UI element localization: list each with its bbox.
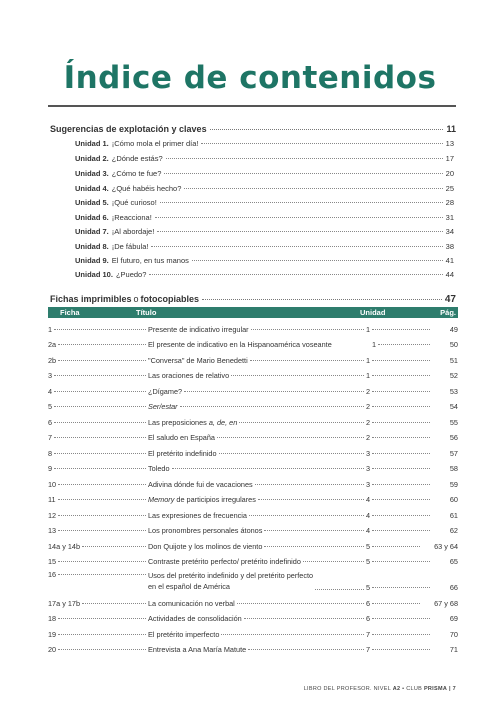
dot-leader [54, 329, 146, 330]
unit-title: ¡Qué curioso! [111, 198, 157, 207]
ficha-unit: 2 [366, 402, 371, 411]
ficha-id: 11 [48, 495, 56, 504]
ficha-unit: 3 [366, 464, 371, 473]
table-row[interactable] [48, 535, 458, 551]
ficha-unit: 2 [366, 433, 371, 442]
ficha-page: 59 [449, 479, 458, 489]
dot-leader [231, 375, 364, 376]
ficha-id: 7 [48, 433, 53, 442]
unit-title: ¿Qué habéis hecho? [111, 184, 182, 193]
ficha-page: 65 [449, 557, 458, 566]
dot-leader [372, 484, 430, 485]
ficha-page: 49 [449, 324, 458, 334]
table-row[interactable] [48, 380, 458, 396]
title-rule [48, 105, 456, 107]
table-row[interactable] [48, 551, 458, 567]
ficha-title-line1: Usos del pretérito indefinido y del pretérito perfecto [148, 571, 314, 580]
dot-leader [372, 546, 420, 547]
dot-leader [54, 391, 146, 392]
dot-leader [372, 530, 430, 531]
ficha-page: 57 [449, 448, 458, 458]
header-unidad: Unidad [360, 308, 386, 317]
table-row[interactable] [48, 639, 458, 655]
ficha-title: Toledo [148, 464, 170, 473]
ficha-id: 14a y 14b [48, 541, 81, 551]
ficha-title: El presente de indicativo en la Hispanoamérica voseante [148, 340, 332, 349]
unit-page: 13 [445, 139, 454, 148]
fichas-label-a: Fichas imprimibles [50, 294, 132, 304]
page-title: Índice de contenidos [63, 60, 437, 96]
unit-page: 41 [445, 256, 454, 265]
dot-leader [264, 530, 364, 531]
dot-leader [58, 515, 146, 516]
ficha-id: 12 [48, 510, 57, 520]
dot-leader [54, 375, 146, 376]
ficha-id: 20 [48, 645, 57, 654]
unit-number: Unidad 1. [75, 139, 109, 148]
ficha-title-b: a, de, en [208, 417, 238, 427]
footer-brand: PRISMA [423, 686, 448, 692]
ficha-unit: 5 [366, 557, 371, 566]
unit-page: 44 [445, 270, 454, 279]
ficha-title: ¿Dígame? [148, 386, 183, 396]
ficha-unit: 5 [366, 541, 371, 551]
ficha-page: 52 [449, 371, 458, 380]
footer-level: A2 [392, 686, 401, 692]
dot-leader [372, 375, 430, 376]
ficha-unit: 2 [366, 417, 371, 427]
unit-number: Unidad 4. [75, 184, 109, 193]
dot-leader [157, 231, 442, 232]
ficha-page: 70 [449, 629, 458, 639]
dot-leader [258, 499, 364, 500]
table-row[interactable] [48, 520, 458, 536]
table-row[interactable] [48, 365, 458, 381]
toc-unit-5[interactable] [75, 198, 454, 207]
toc-fichas-page: 47 [444, 294, 456, 305]
dot-leader [54, 422, 146, 423]
unit-page: 34 [445, 227, 454, 236]
ficha-title: Entrevista a Ana María Matute [148, 645, 247, 654]
ficha-title: El pretérito indefinido [148, 448, 217, 458]
table-row[interactable] [48, 334, 458, 350]
table-row[interactable] [48, 411, 458, 427]
table-header [48, 307, 458, 318]
ficha-title-a: Las preposiciones [148, 417, 209, 427]
dot-leader [372, 329, 430, 330]
unit-number: Unidad 7. [75, 227, 109, 236]
ficha-id: 1 [48, 324, 53, 334]
ficha-id: 4 [48, 386, 53, 396]
table-row[interactable] [48, 489, 458, 505]
ficha-unit: 6 [366, 614, 371, 623]
dot-leader [184, 391, 364, 392]
dot-leader [192, 260, 443, 261]
fichas-table [48, 307, 458, 654]
ficha-title: Presente de indicativo irregular [148, 324, 249, 334]
table-row[interactable] [48, 442, 458, 458]
ficha-id: 16 [48, 570, 57, 579]
table-row[interactable] [48, 318, 458, 334]
fichas-label-b: fotocopiables [140, 294, 200, 304]
table-row[interactable] [48, 473, 458, 489]
ficha-page: 60 [449, 495, 458, 504]
ficha-unit: 3 [366, 479, 371, 489]
dot-leader [166, 158, 443, 159]
ficha-title: Contraste pretérito perfecto/ pretérito indefinido [148, 557, 301, 566]
dot-leader [210, 129, 444, 130]
dot-leader [151, 246, 442, 247]
toc-unit-7[interactable] [75, 227, 454, 236]
dot-leader [58, 360, 146, 361]
ficha-unit: 4 [366, 510, 371, 520]
ficha-page: 55 [449, 417, 458, 427]
ficha-title-b: de participios irregulares [174, 495, 256, 504]
unit-title: ¡De fábula! [111, 242, 149, 251]
dot-leader [378, 344, 430, 345]
toc-sugerencias-heading[interactable] [50, 124, 456, 134]
footer-prefix: LIBRO DEL PROFESOR. NIVEL [303, 686, 391, 692]
toc-unit-2[interactable] [75, 154, 454, 163]
dot-leader [372, 453, 430, 454]
dot-leader [58, 484, 146, 485]
dot-leader [164, 173, 442, 174]
dot-leader [250, 360, 364, 361]
ficha-id: 18 [48, 614, 57, 623]
dot-leader [58, 344, 146, 345]
unit-number: Unidad 8. [75, 242, 109, 251]
ficha-title: El pretérito imperfecto [148, 629, 220, 639]
dot-leader [201, 143, 442, 144]
unit-title: ¡Al abordaje! [111, 227, 155, 236]
dot-leader [303, 561, 364, 562]
table-row[interactable] [48, 427, 458, 443]
table-row[interactable] [48, 458, 458, 474]
ficha-title: Don Quijote y los molinos de viento [148, 541, 263, 551]
unit-title: El futuro, en tus manos [111, 256, 189, 265]
ficha-page: 67 y 68 [434, 598, 458, 608]
ficha-id: 10 [48, 479, 57, 489]
table-row[interactable] [48, 504, 458, 520]
dot-leader [54, 453, 146, 454]
ficha-page: 69 [449, 614, 458, 623]
dot-leader [82, 546, 146, 547]
dot-leader [244, 618, 364, 619]
dot-leader [372, 649, 430, 650]
table-row[interactable] [48, 592, 458, 608]
ficha-unit: 7 [366, 629, 371, 639]
ficha-id: 5 [48, 402, 53, 411]
ficha-title: La comunicación no verbal [148, 598, 235, 608]
unit-number: Unidad 6. [75, 213, 109, 222]
dot-leader [372, 634, 430, 635]
dot-leader [58, 649, 146, 650]
table-row[interactable] [48, 396, 458, 412]
dot-leader [372, 437, 430, 438]
header-titulo: Título [136, 308, 157, 317]
table-row[interactable] [48, 608, 458, 624]
unit-title: ¿Puedo? [115, 270, 147, 279]
ficha-id: 2b [48, 355, 57, 365]
ficha-title: "Conversa" de Mario Benedetti [148, 355, 248, 365]
fichas-label-o: o [133, 294, 139, 304]
unit-title: ¡Cómo mola el primer día! [111, 139, 199, 148]
ficha-id: 17a y 17b [48, 598, 81, 608]
ficha-unit: 7 [366, 645, 371, 654]
ficha-unit: 3 [366, 448, 371, 458]
footer-page-number: | 7 [448, 686, 456, 692]
toc-unit-9[interactable] [75, 256, 454, 265]
dot-leader [58, 499, 146, 500]
toc-fichas-heading[interactable] [50, 294, 456, 305]
ficha-unit: 1 [366, 324, 371, 334]
ficha-page: 63 y 64 [434, 541, 458, 551]
ficha-page: 66 [449, 583, 458, 592]
dot-leader [202, 299, 442, 300]
dot-leader [180, 406, 364, 407]
toc-unit-8[interactable] [75, 242, 454, 251]
table-row[interactable] [48, 566, 458, 592]
ficha-title: Actividades de consolidación [148, 614, 242, 623]
ficha-title-a: Memory [148, 495, 175, 504]
table-row[interactable] [48, 349, 458, 365]
dot-leader [172, 468, 364, 469]
ficha-page: 71 [449, 645, 458, 654]
ficha-unit: 4 [366, 526, 371, 535]
ficha-id: 2a [48, 340, 57, 349]
ficha-id: 6 [48, 417, 53, 427]
dot-leader [54, 468, 146, 469]
dot-leader [237, 603, 364, 604]
dot-leader [372, 603, 420, 604]
unit-number: Unidad 3. [75, 169, 109, 178]
unit-page: 38 [445, 242, 454, 251]
dot-leader [58, 561, 146, 562]
dot-leader [58, 618, 146, 619]
dot-leader [251, 329, 364, 330]
dot-leader [372, 499, 430, 500]
ficha-page: 51 [449, 355, 458, 365]
ficha-id: 13 [48, 526, 57, 535]
dot-leader [372, 360, 430, 361]
dot-leader [372, 587, 430, 588]
dot-leader [249, 515, 364, 516]
ficha-unit: 1 [366, 371, 371, 380]
ficha-title: Los pronombres personales átonos [148, 526, 263, 535]
ficha-unit: 1 [366, 355, 371, 365]
dot-leader [58, 574, 146, 575]
ficha-title: El saludo en España [148, 433, 215, 442]
header-pag: Pág. [440, 308, 456, 317]
dot-leader [372, 391, 430, 392]
toc-unit-3[interactable] [75, 169, 454, 178]
ficha-page: 53 [449, 386, 458, 396]
dot-leader [219, 453, 364, 454]
ficha-title: Adivina dónde fui de vacaciones [148, 479, 253, 489]
dot-leader [155, 217, 443, 218]
ficha-id: 3 [48, 371, 53, 380]
table-row[interactable] [48, 623, 458, 639]
unit-number: Unidad 5. [75, 198, 109, 207]
toc-unit-6[interactable] [75, 213, 454, 222]
dot-leader [58, 634, 146, 635]
toc-sugerencias-page: 11 [446, 124, 456, 134]
dot-leader [239, 422, 364, 423]
dot-leader [264, 546, 364, 547]
ficha-page: 54 [449, 402, 458, 411]
dot-leader [217, 437, 364, 438]
ficha-title: Ser/estar [148, 402, 178, 411]
unit-page: 25 [445, 184, 454, 193]
ficha-id: 15 [48, 557, 57, 566]
ficha-unit: 1 [372, 340, 377, 349]
dot-leader [184, 188, 442, 189]
ficha-unit: 4 [366, 495, 371, 504]
ficha-page: 50 [449, 340, 458, 349]
ficha-title-line2: en el español de América [148, 582, 230, 591]
dot-leader [315, 589, 364, 590]
unit-page: 20 [445, 169, 454, 178]
ficha-page: 61 [449, 510, 458, 520]
toc-unit-10[interactable] [75, 270, 454, 279]
ficha-unit: 6 [366, 598, 371, 608]
header-ficha: Ficha [60, 308, 80, 317]
dot-leader [372, 618, 430, 619]
dot-leader [58, 530, 146, 531]
toc-unit-1[interactable] [75, 139, 454, 148]
dot-leader [372, 422, 430, 423]
page-footer [304, 686, 456, 692]
ficha-id: 19 [48, 629, 57, 639]
dot-leader [372, 515, 430, 516]
dot-leader [149, 274, 442, 275]
unit-page: 17 [445, 154, 454, 163]
unit-title: ¿Dónde estás? [111, 154, 163, 163]
ficha-id: 9 [48, 464, 53, 473]
ficha-page: 62 [449, 526, 458, 535]
dot-leader [372, 406, 430, 407]
dot-leader [160, 202, 443, 203]
unit-page: 28 [445, 198, 454, 207]
unit-title: ¡Reacciona! [111, 213, 152, 222]
dot-leader [372, 561, 430, 562]
dot-leader [372, 468, 430, 469]
ficha-unit: 5 [366, 583, 371, 592]
toc-sugerencias-label: Sugerencias de explotación y claves [50, 124, 207, 134]
unit-number: Unidad 2. [75, 154, 109, 163]
unit-number: Unidad 9. [75, 256, 109, 265]
dot-leader [54, 406, 146, 407]
dot-leader [248, 649, 364, 650]
dot-leader [82, 603, 146, 604]
unit-page: 31 [445, 213, 454, 222]
dot-leader [221, 634, 364, 635]
toc-unit-4[interactable] [75, 184, 454, 193]
unit-title: ¿Cómo te fue? [111, 169, 162, 178]
unit-number: Unidad 10. [75, 270, 113, 279]
dot-leader [255, 484, 364, 485]
ficha-unit: 2 [366, 386, 371, 396]
ficha-id: 8 [48, 448, 53, 458]
footer-sep: • CLUB [402, 686, 423, 692]
ficha-title: Las expresiones de frecuencia [148, 510, 247, 520]
ficha-title: Las oraciones de relativo [148, 371, 230, 380]
ficha-page: 56 [449, 433, 458, 442]
ficha-page: 58 [449, 464, 458, 473]
dot-leader [54, 437, 146, 438]
